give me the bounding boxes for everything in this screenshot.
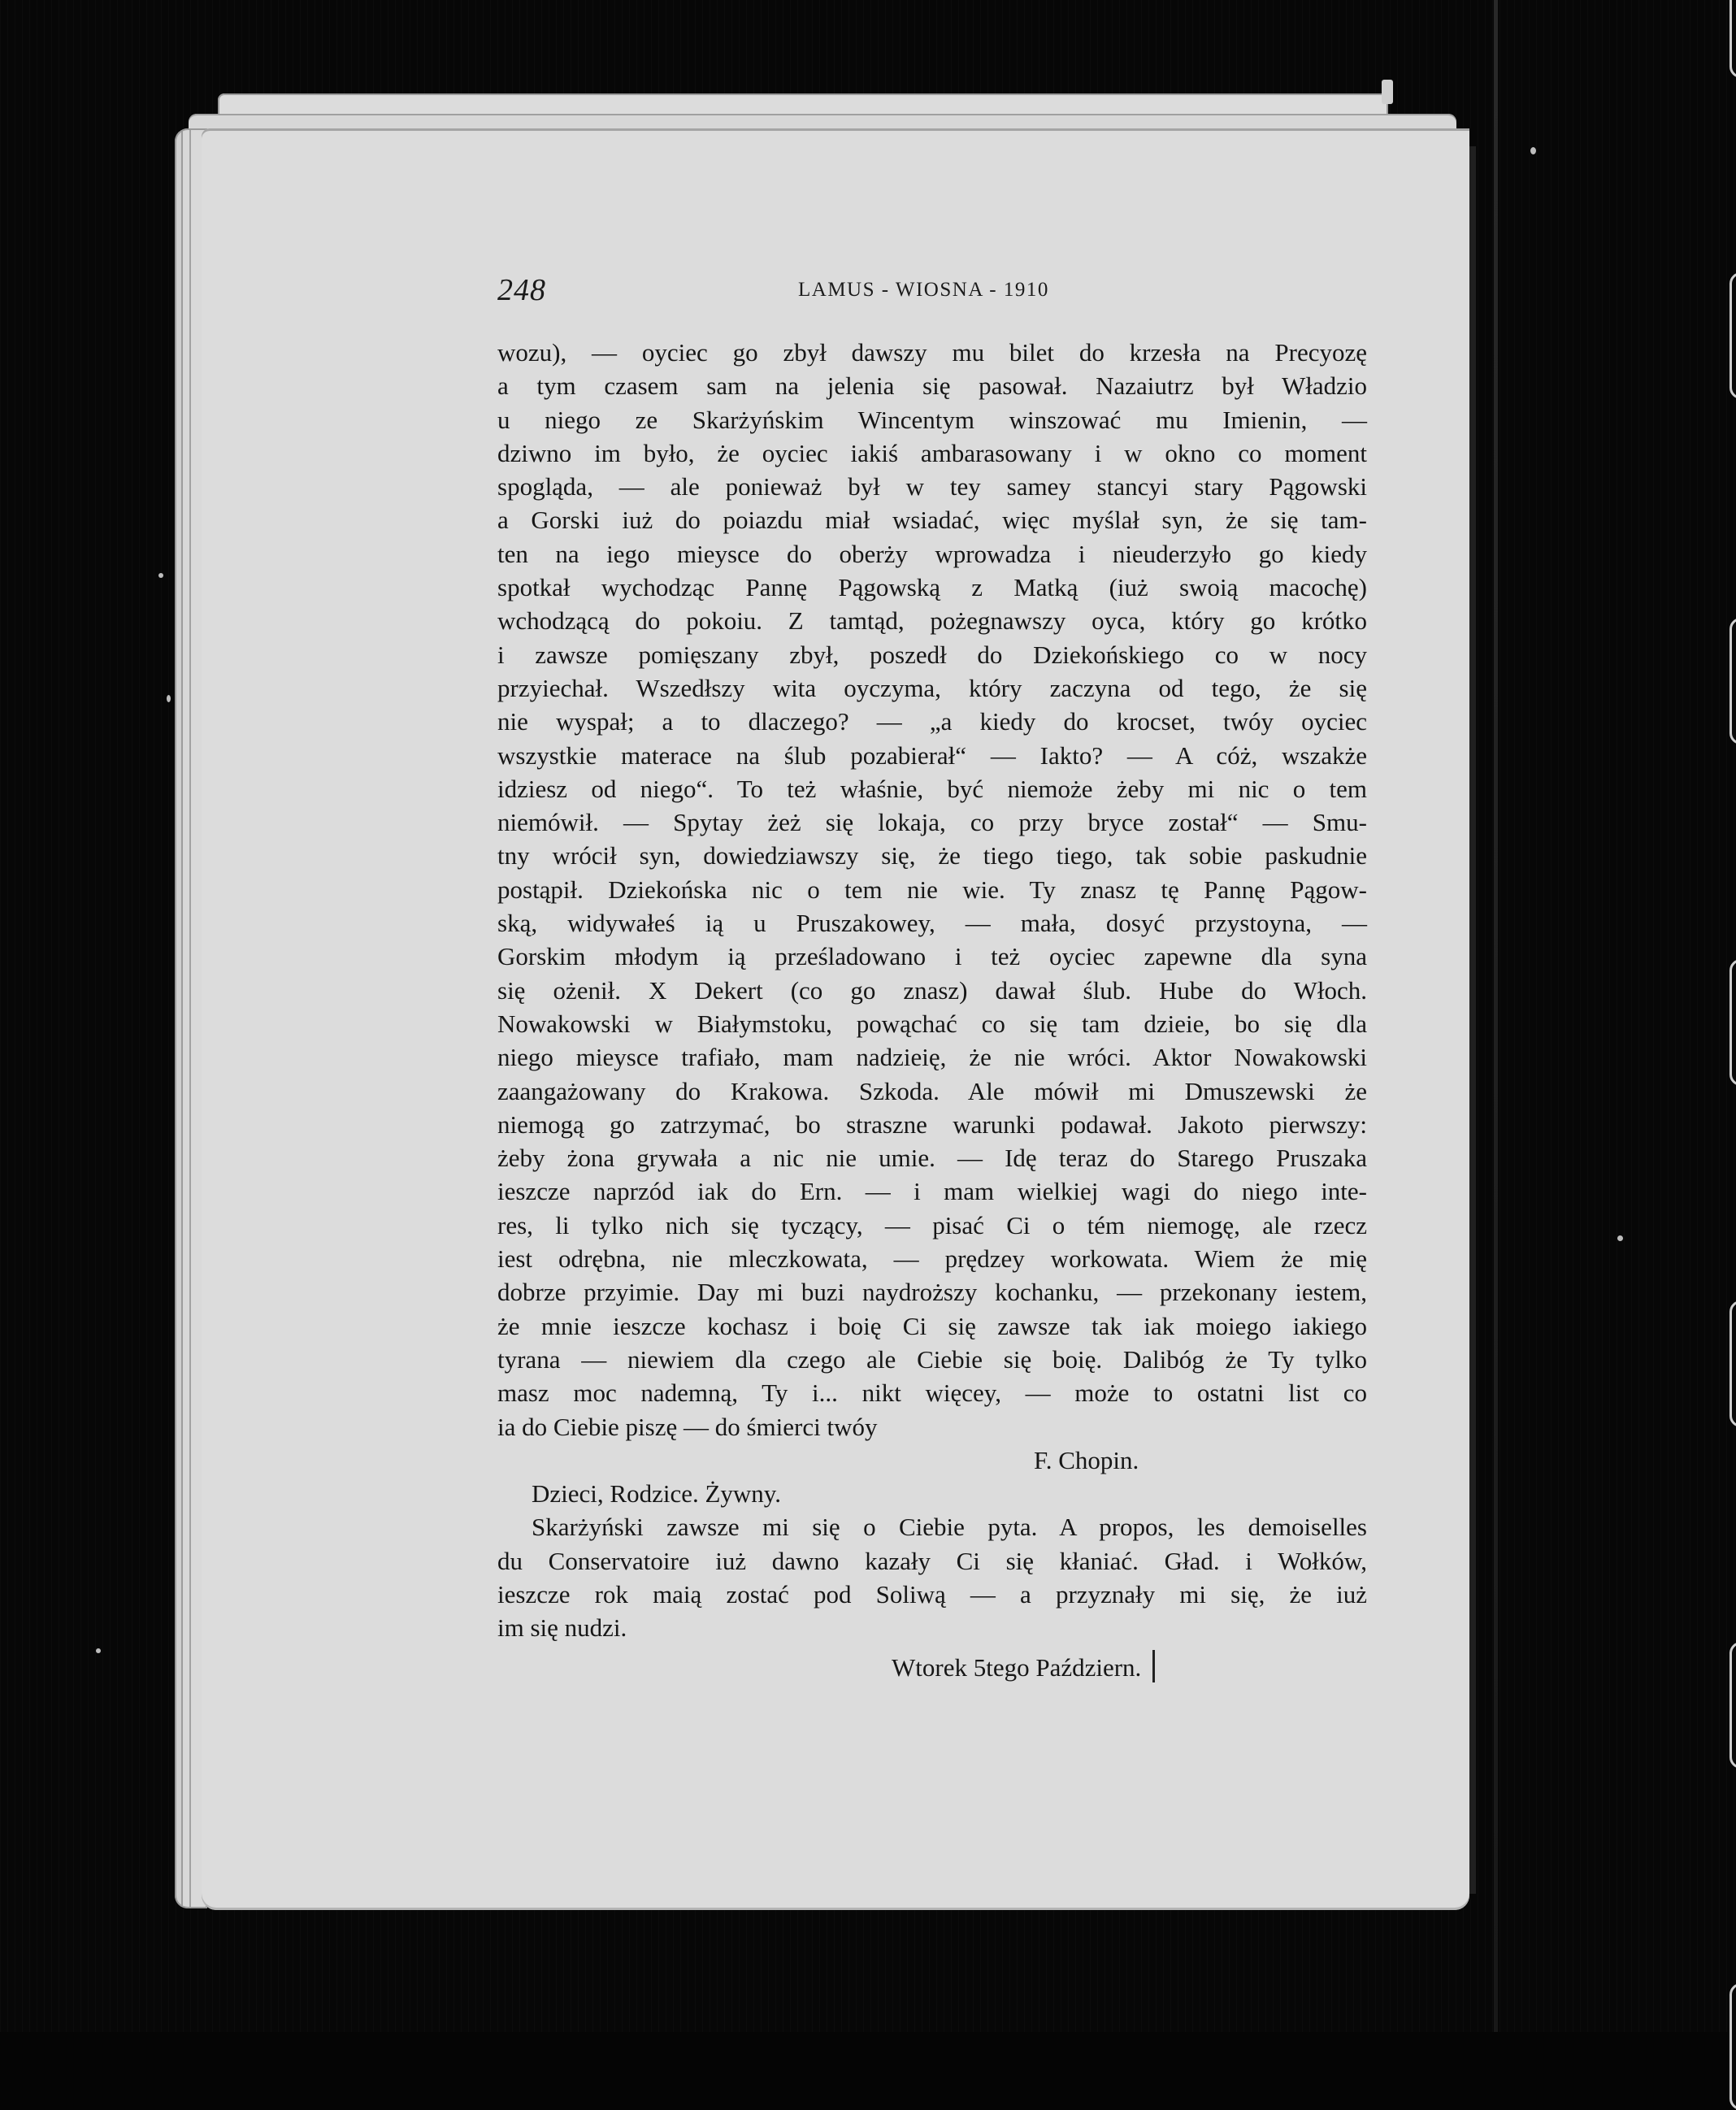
page-right-shadow (1469, 146, 1476, 1894)
text-line: i zawsze pomięszany zbył, poszedł do Dziekońskiego co w nocy (497, 640, 1367, 669)
text-line: idziesz od niego“. To też właśnie, być niemoże żeby mi nic o tem (497, 774, 1367, 803)
text-line: ia do Ciebie piszę — do śmierci twóy (497, 1412, 878, 1441)
text-line: niego mieysce trafiało, mam nadzieię, że nie wróci. Aktor Nowakowski (497, 1043, 1367, 1072)
text-line: tyrana — niewiem dla czego ale Ciebie się boię. Dalibóg że Ty tylko (497, 1344, 1367, 1374)
dust-speck (1617, 1235, 1623, 1241)
text-line: przyiechał. Wszedłszy wita oyczyma, który zaczyna od tego, że się (497, 673, 1367, 702)
text-line: spotkał wychodząc Pannę Pągowską z Matką (iuż swoią macochę) (497, 573, 1367, 602)
text-line: się ożenił. X Dekert (co go znasz) dawał ślub. Hube do Włoch. (497, 975, 1367, 1005)
text-line: niemówił. — Spytay żeż się lokaja, co przy bryce został“ — Smu- (497, 808, 1367, 837)
text-line: ten na iego mieysce do oberży wprowadza i nieuderzyło go kiedy (497, 539, 1367, 568)
postscript-line: im się nudzi. (497, 1613, 627, 1643)
film-perforation-icon (1729, 0, 1736, 78)
text-line: ieszcze naprzód iak do Ern. — i mam wielkiej wagi do niego inte- (497, 1177, 1367, 1206)
page-header (497, 272, 1367, 313)
text-line: wszystkie materace na ślub pozabierał“ — Iakto? — A cóż, wszakże (497, 740, 1367, 770)
text-line: niemogą go zatrzymać, bo straszne warunki podawał. Jakoto pierwszy: (497, 1109, 1367, 1139)
dust-speck (158, 573, 163, 578)
running-head: LAMUS - WIOSNA - 1910 (798, 279, 1049, 301)
text-line: postąpił. Dziekońska nic o tem nie wie. Ty znasz tę Pannę Pągow- (497, 875, 1367, 904)
film-perforation-icon (1729, 618, 1736, 745)
text-line: wozu), — oyciec go zbył dawszy mu bilet do krzesła na Precyozę (497, 338, 1367, 367)
text-line: a tym czasem sam na jelenia się pasował. Nazaiutrz był Władzio (497, 371, 1367, 401)
text-line: dobrze przyimie. Day mi buzi naydroższy kochanku, — przekonany iestem, (497, 1278, 1367, 1307)
film-perforation-icon (1729, 272, 1736, 399)
text-line: u niego ze Skarżyńskim Wincentym winszować mu Imienin, — (497, 405, 1367, 434)
date-line (497, 1650, 1367, 1683)
text-line: tny wrócił syn, dowiedziawszy się, że tiego tiego, tak sobie paskudnie (497, 841, 1367, 870)
film-perforation-icon (1729, 1300, 1736, 1427)
film-perforation-icon (1729, 1642, 1736, 1769)
film-perforation-icon (1729, 959, 1736, 1086)
signature: F. Chopin. (1034, 1445, 1139, 1474)
text-line: masz moc nademną, Ty i... nikt więcey, — może to ostatni list co (497, 1378, 1367, 1408)
text-line: dziwno im było, że oyciec iakiś ambarasowany i w okno co moment (497, 438, 1367, 467)
postscript-line: du Conservatoire iuż dawno kazały Ci się kłaniać. Gład. i Wołków, (497, 1546, 1367, 1575)
page-tab (1382, 80, 1393, 104)
text-line: że mnie ieszcze kochasz i boię Ci się zawsze tak iak moiego iakiego (497, 1311, 1367, 1340)
page-number: 248 (497, 273, 546, 307)
text-line: spogląda, — ale ponieważ był w tey samey stancyi stary Pągowski (497, 472, 1367, 501)
dust-speck (1530, 147, 1536, 154)
text-line: res, li tylko nich się tyczący, — pisać Ci o tém niemogę, ale rzecz (497, 1210, 1367, 1240)
text-line: wchodzącą do pokoiu. Z tamtąd, pożegnawszy oyca, który go krótko (497, 606, 1367, 636)
vertical-mark (1152, 1650, 1155, 1682)
text-line: nie wyspał; a to dlaczego? — „a kiedy do krocset, twóy oyciec (497, 707, 1367, 736)
letter-body (497, 336, 1367, 1683)
text-line: ską, widywałeś ią u Pruszakowey, — mała, dosyć przystoyna, — (497, 909, 1367, 938)
date-text: Wtorek 5tego Październ. (892, 1652, 1142, 1682)
postscript-line: Skarżyński zawsze mi się o Ciebie pyta. A propos, les demoiselles (532, 1513, 1367, 1542)
text-line: zaangażowany do Krakowa. Szkoda. Ale mówił mi Dmuszewski że (497, 1076, 1367, 1105)
text-line: Gorskim młodym ią prześladowano i też oyciec zapewne dla syna (497, 942, 1367, 971)
text-line: Nowakowski w Białymstoku, powąchać co się tam dzieie, bo się dla (497, 1009, 1367, 1038)
film-perforation-icon (1729, 1983, 1736, 2110)
postscript-line: ieszcze rok maią zostać pod Soliwą — a przyznały mi się, że iuż (497, 1579, 1367, 1609)
postscript-greeting: Dzieci, Rodzice. Żywny. (532, 1479, 782, 1509)
dust-speck (167, 695, 171, 702)
text-line: żeby żona grywała a nic nie umie. — Idę teraz do Starego Pruszaka (497, 1144, 1367, 1173)
text-line: iest odrębna, nie mleczkowata, — prędzey workowata. Wiem że mię (497, 1244, 1367, 1274)
film-strip-edge (1494, 0, 1498, 2032)
dust-speck (96, 1648, 101, 1653)
text-line: a Gorski iuż do poiazdu miał wsiadać, więc myślał syn, że się tam- (497, 506, 1367, 535)
